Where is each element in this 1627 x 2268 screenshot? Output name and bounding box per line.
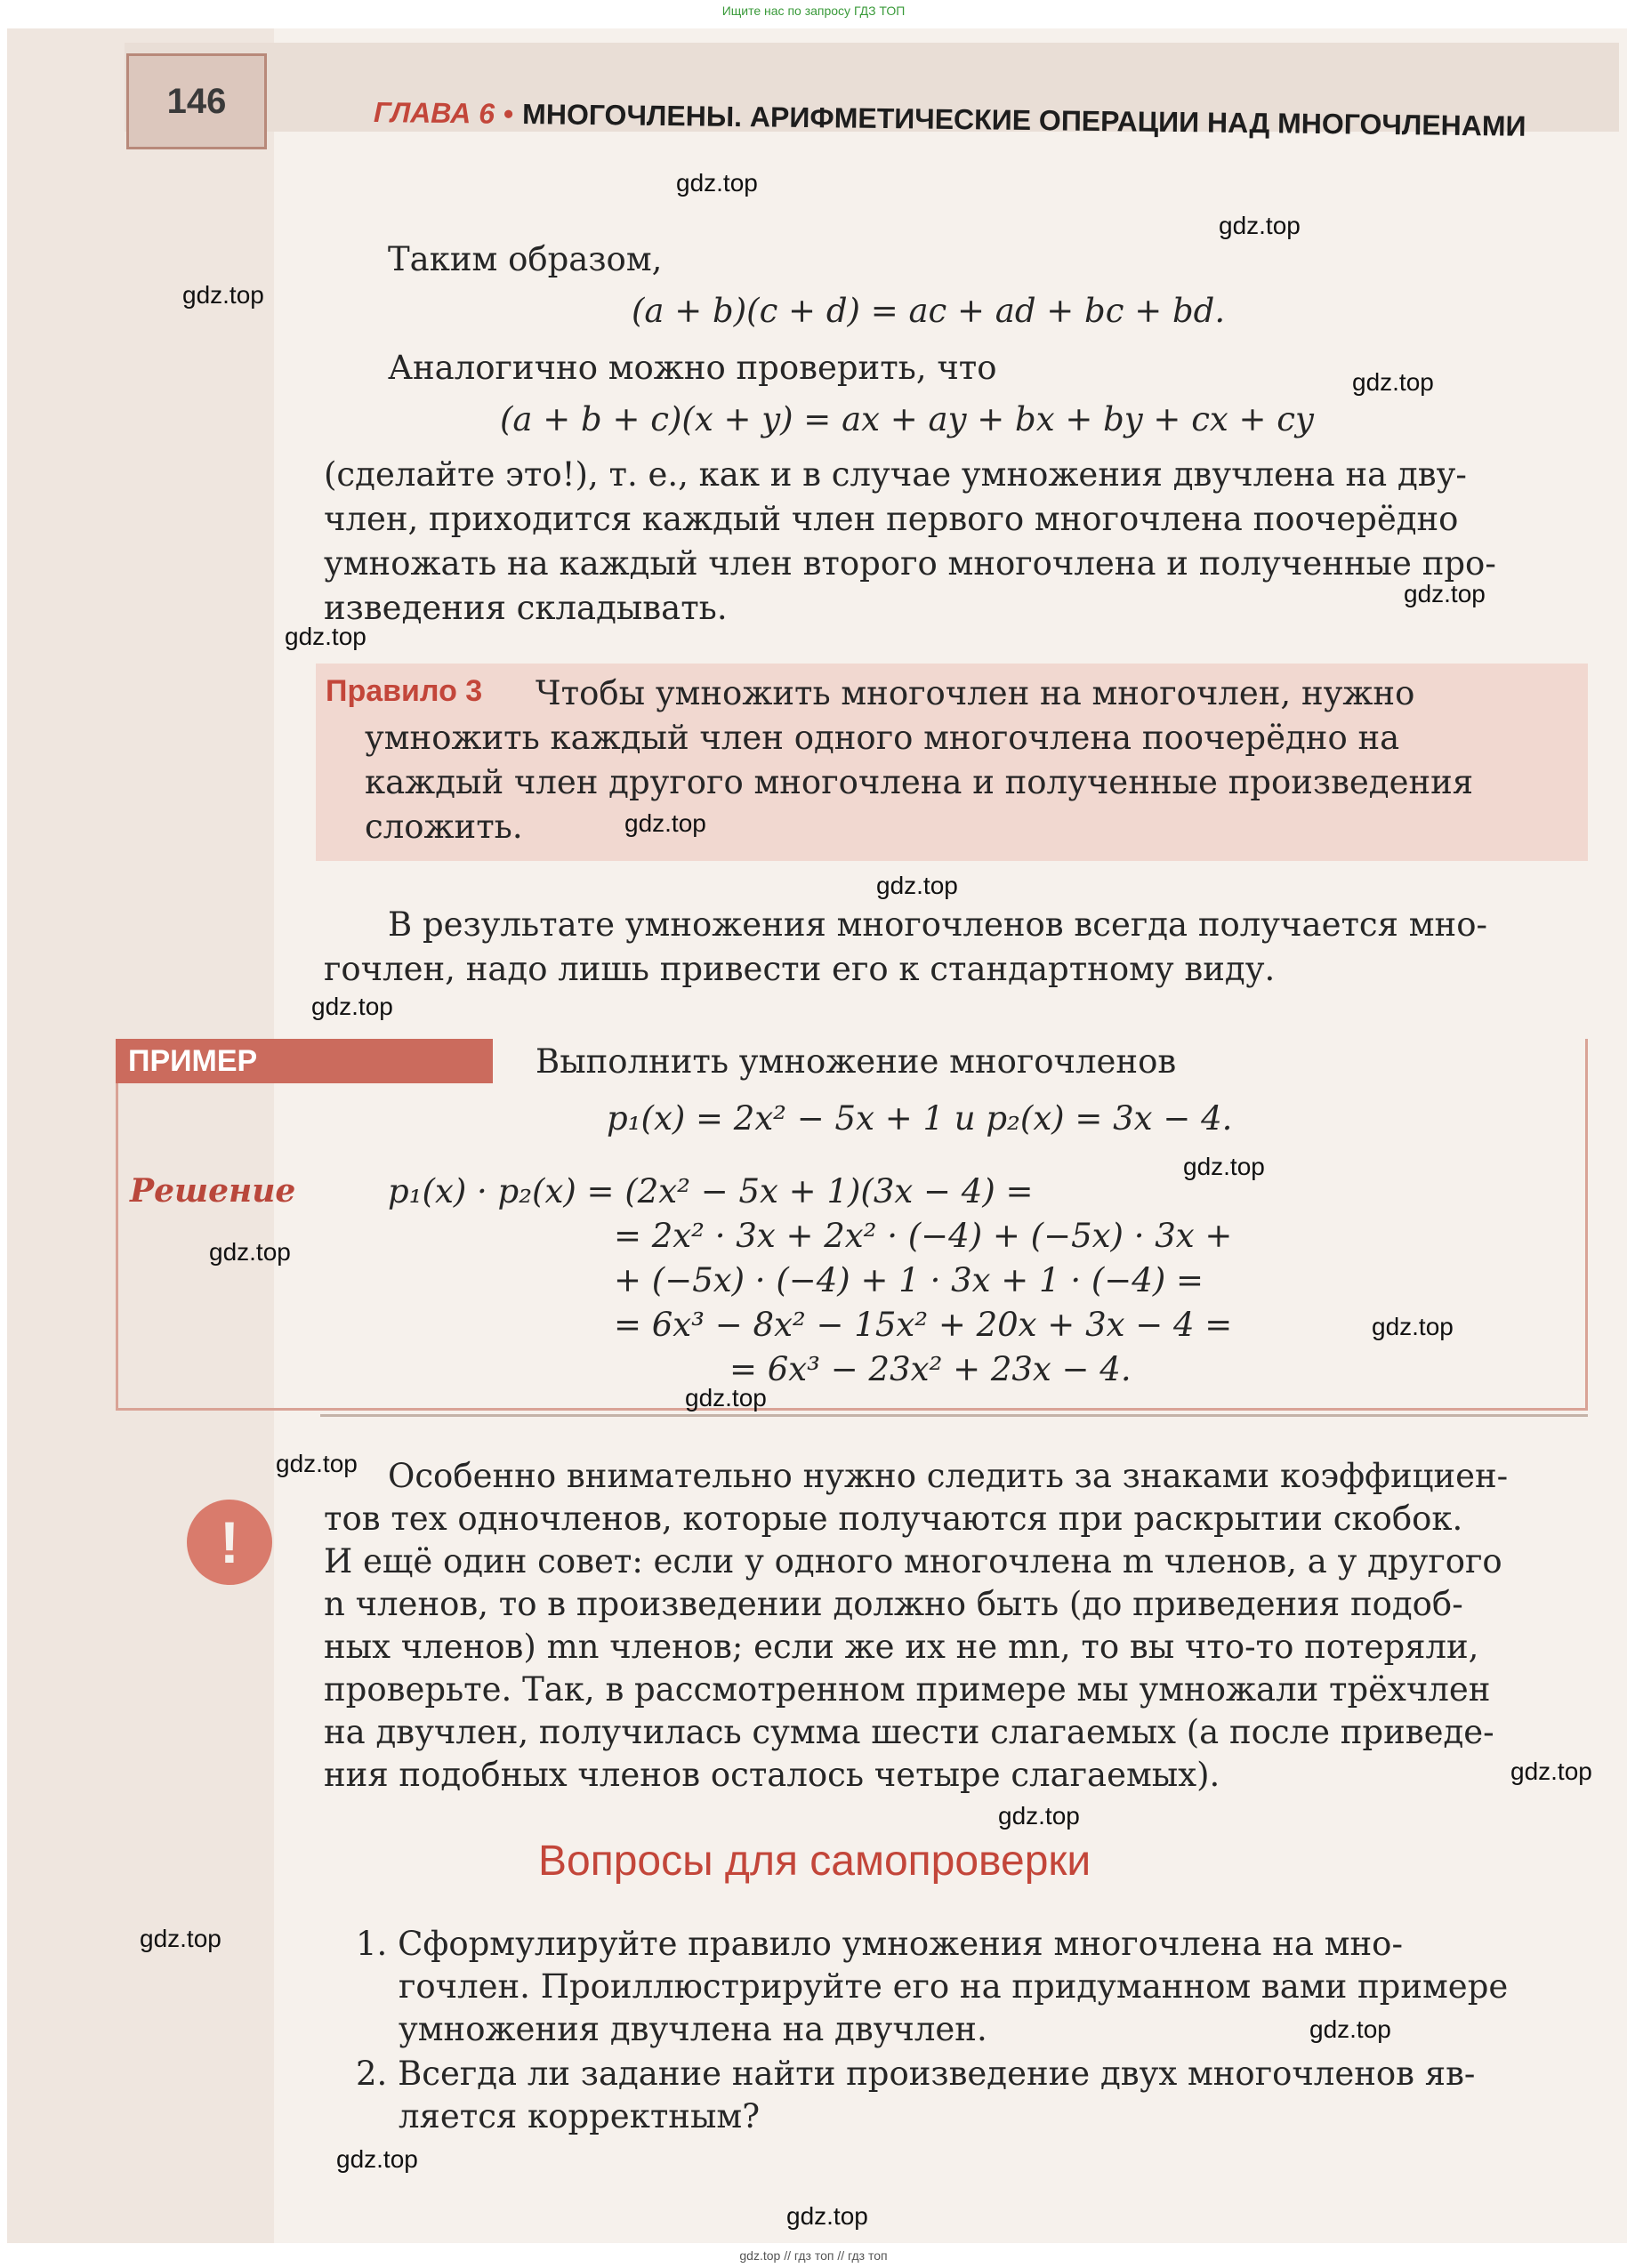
warning-line: ния подобных членов осталось четыре слагаемых).	[324, 1756, 1220, 1794]
question-1-line: умножения двучлена на двучлен.	[399, 2010, 987, 2048]
watermark: gdz.top	[786, 2202, 868, 2230]
example-polynomials: p₁(x) = 2x² − 5x + 1 и p₂(x) = 3x − 4.	[607, 1099, 1233, 1138]
chapter-label: ГЛАВА 6	[373, 96, 495, 130]
warning-line: n членов, то в произведении должно быть (до приведения подоб-	[324, 1585, 1463, 1623]
watermark: gdz.top	[685, 1384, 767, 1411]
rule-line: умножить каждый член одного многочлена поочерёдно на	[365, 719, 1400, 757]
page-number: 146	[126, 53, 267, 149]
watermark: gdz.top	[1352, 368, 1434, 396]
question-1-line: 1. Сформулируйте правило умножения многочлена на мно-	[356, 1925, 1403, 1963]
result-line: гочлен, надо лишь привести его к стандартному виду.	[324, 950, 1276, 988]
question-2-line: 2. Всегда ли задание найти произведение двух многочленов яв-	[356, 2055, 1476, 2093]
example-task: Выполнить умножение многочленов	[536, 1042, 1177, 1081]
watermark: gdz.top	[1183, 1153, 1265, 1180]
warning-line: Особенно внимательно нужно следить за знаками коэффициен-	[388, 1457, 1509, 1495]
formula-ab-cd: (a + b)(c + d) = ac + ad + bc + bd.	[632, 292, 1226, 330]
watermark: gdz.top	[1510, 1757, 1592, 1785]
example-label: ПРИМЕР	[116, 1039, 493, 1083]
top-note: Ищите нас по запросу ГДЗ ТОП	[721, 4, 906, 18]
watermark: gdz.top	[1404, 580, 1486, 607]
watermark: gdz.top	[676, 169, 758, 197]
watermark: gdz.top	[311, 993, 393, 1020]
solution-step: + (−5x) · (−4) + 1 · 3x + 1 · (−4) =	[614, 1261, 1204, 1299]
question-2-line: ляется корректным?	[399, 2097, 761, 2135]
rule-line: каждый член другого многочлена и полученные произведения	[365, 763, 1474, 801]
formula-abc-xy: (a + b + c)(x + y) = ax + ay + bx + by + cx + cy	[500, 400, 1314, 438]
rule-line: сложить.	[365, 808, 523, 846]
solution-step: = 6x³ − 8x² − 15x² + 20x + 3x − 4 =	[614, 1306, 1233, 1344]
paragraph-thus: Таким образом,	[388, 240, 663, 278]
section-divider	[320, 1414, 1588, 1417]
exclamation-icon: !	[187, 1500, 272, 1585]
watermark: gdz.top	[285, 623, 366, 650]
paragraph-line: изведения складывать.	[324, 589, 728, 627]
watermark: gdz.top	[1372, 1313, 1454, 1340]
watermark: gdz.top	[998, 1802, 1080, 1830]
chapter-name: МНОГОЧЛЕНЫ. АРИФМЕТИЧЕСКИЕ ОПЕРАЦИИ НАД МНОГОЧЛЕНАМИ	[521, 98, 1526, 142]
warning-line: И ещё один совет: если у одного многочлена m членов, а у другого	[324, 1542, 1502, 1580]
watermark: gdz.top	[276, 1450, 358, 1477]
bottom-note: gdz.top // гдз топ // гдз топ	[739, 2248, 888, 2263]
paragraph-line: умножать на каждый член второго многочлена и полученные про-	[324, 544, 1496, 583]
watermark: gdz.top	[336, 2145, 418, 2173]
paragraph-similarly: Аналогично можно проверить, что	[388, 349, 997, 387]
watermark: gdz.top	[140, 1925, 221, 1952]
watermark: gdz.top	[1309, 2015, 1391, 2043]
rule-line: Чтобы умножить многочлен на многочлен, нужно	[536, 674, 1415, 712]
solution-label: Решение	[130, 1172, 296, 1210]
result-line: В результате умножения многочленов всегда получается мно-	[388, 905, 1487, 944]
paragraph-line: (сделайте это!), т. е., как и в случае умножения двучлена на дву-	[324, 455, 1467, 494]
watermark: gdz.top	[1219, 212, 1301, 239]
watermark: gdz.top	[876, 872, 958, 899]
warning-line: на двучлен, получилась сумма шести слагаемых (а после приведе-	[324, 1713, 1494, 1751]
watermark: gdz.top	[624, 809, 706, 837]
solution-step: = 2x² · 3x + 2x² · (−4) + (−5x) · 3x +	[614, 1217, 1233, 1255]
solution-step: = 6x³ − 23x² + 23x − 4.	[729, 1350, 1132, 1388]
chapter-bullet: •	[503, 97, 514, 130]
warning-line: тов тех одночленов, которые получаются при раскрытии скобок.	[324, 1500, 1463, 1538]
paragraph-line: член, приходится каждый член первого многочлена поочерёдно	[324, 500, 1459, 538]
warning-line: проверьте. Так, в рассмотренном примере мы умножали трёхчлен	[324, 1670, 1491, 1709]
question-1-line: гочлен. Проиллюстрируйте его на придуманном вами примере	[399, 1967, 1509, 2006]
warning-line: ных членов) mn членов; если же их не mn, то вы что-то потеряли,	[324, 1628, 1479, 1666]
questions-title: Вопросы для самопроверки	[538, 1838, 1091, 1885]
rule-label: Правило 3	[326, 674, 483, 708]
watermark: gdz.top	[182, 281, 264, 309]
watermark: gdz.top	[209, 1238, 291, 1266]
solution-step: p₁(x) · p₂(x) = (2x² − 5x + 1)(3x − 4) =	[388, 1172, 1034, 1210]
